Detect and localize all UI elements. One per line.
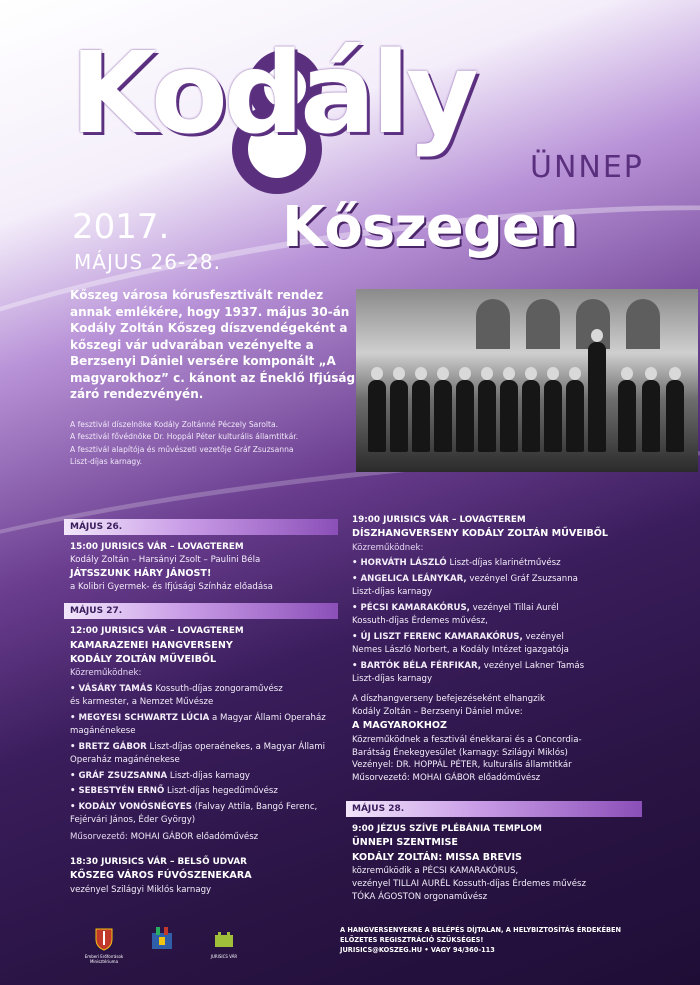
kodaly-logo — [70, 29, 590, 208]
performer-desc: Liszt-díjas karnagy — [352, 673, 433, 684]
event-title: KŐSZEG VÁROS FÚVÓSZENEKARA — [70, 870, 252, 882]
note-line: A fesztivál díszelnöke Kodály Zoltánné Péczely Sarolta. — [70, 420, 279, 429]
footer-line: A HANGVERSENYEKRE A BELÉPÉS DÍJTALAN, A HELYBIZTOSÍTÁS ÉRDEKÉBEN — [340, 926, 622, 934]
event-title: KODÁLY ZOLTÁN: MISSA BREVIS — [352, 851, 522, 863]
performer-desc: Liszt-díjas klarinétművész — [449, 558, 561, 569]
closing-line: Vezényel: DR. HOPPÁL PÉTER, kulturális államtitkár — [352, 760, 572, 771]
event-title: DÍSZHANGVERSENY KODÁLY ZOLTÁN MŰVEIBŐL — [352, 528, 609, 540]
performer-item — [70, 683, 338, 709]
event-authors: Kodály Zoltán – Harsányi Zsolt – Paulini Béla — [70, 555, 261, 566]
day-band: MÁJUS 26. — [64, 519, 338, 535]
performer-desc: magánénekese — [70, 725, 136, 736]
performer-name: • ÚJ LISZT FERENC KAMARAKÓRUS, — [352, 631, 523, 642]
performer-name: • BRETZ GÁBOR — [70, 741, 147, 752]
performer-item — [352, 631, 642, 657]
performer-item — [352, 557, 642, 570]
footer-contact[interactable]: JURISICS@KOSZEG.HU • VAGY 94/360-113 — [340, 946, 495, 955]
event-line: közreműködik a PÉCSI KAMARAKÓRUS, — [352, 866, 519, 877]
note-line: A fesztivál fővédnöke Dr. Hoppál Péter kulturális államtitkár. — [70, 432, 299, 442]
performer-desc: vezényel Tillai Aurél — [472, 603, 559, 614]
event-city: Kőszegen — [282, 195, 578, 260]
performer-item — [70, 770, 338, 783]
performer-desc: vezényel — [525, 631, 564, 642]
closing-line: A díszhangverseny befejezéseként elhangzik — [352, 694, 545, 705]
day-band: MÁJUS 28. — [346, 801, 642, 817]
closing-line: Közreműködnek a fesztivál énekkarai és a Concordia- — [352, 734, 582, 745]
coat-of-arms-icon — [92, 925, 116, 951]
host-line — [70, 831, 338, 844]
performer-name: • ANGELICA LEÁNYKAR, — [352, 574, 467, 585]
day-band: MÁJUS 27. — [64, 603, 338, 619]
festival-notes — [70, 419, 360, 468]
event-line: TÓKA ÁGOSTON orgonaművész — [352, 891, 488, 902]
host-name: MOHAI GÁBOR előadóművész — [130, 832, 259, 843]
program-right-column — [352, 514, 642, 904]
castle-logo-label: JURISICS VÁR — [210, 954, 238, 959]
performer-item — [70, 801, 338, 827]
city-logo — [138, 925, 186, 954]
performer-desc: Liszt-díjas operaénekes, a Magyar Állami — [149, 741, 326, 752]
event-time: 12:00 JURISICS VÁR – LOVAGTEREM — [70, 626, 244, 637]
event-time: 18:30 JURISICS VÁR – BELSŐ UDVAR — [70, 857, 247, 868]
event-title: KODÁLY ZOLTÁN MŰVEIBŐL — [70, 653, 217, 665]
performer-desc: és karmester, a Nemzet Művésze — [70, 697, 214, 708]
performer-name: • SEBESTYÉN ERNŐ — [70, 786, 165, 797]
performer-name: • PÉCSI KAMARAKÓRUS, — [352, 603, 470, 614]
performer-desc: Kossuth-díjas zongoraművész — [155, 684, 283, 695]
historic-choir-photo — [356, 289, 698, 472]
program-left-column — [70, 515, 338, 896]
contrib-label: Közreműködnek: — [70, 668, 142, 679]
closing-line: Műsorvezető: MOHAI GÁBOR előadóművész — [352, 773, 541, 784]
performer-name: • KODÁLY VONÓSNÉGYES — [70, 802, 192, 813]
closing-line: Barátság Énekegyesület (karnagy: Szilágyi Miklós) — [352, 747, 568, 758]
performer-name: • VÁSÁRY TAMÁS — [70, 684, 153, 695]
performer-desc: Liszt-díjas karnagy — [352, 587, 433, 598]
event-dates: MÁJUS 26-28. — [74, 250, 221, 274]
sponsor-logos — [80, 925, 260, 970]
performer-desc: Fejérvári János, Éder György) — [70, 815, 196, 826]
castle-icon — [212, 925, 236, 951]
note-line: Liszt-díjas karnagy. — [70, 456, 143, 466]
intro-text: Kőszeg városa kórusfesztivált rendez annak emlékére, hogy 1937. május 30-án Kodály Zoltán Kőszeg díszvendégeként a kőszegi vár udvarában vezényelte a Berzsenyi Dániel versére komponált „A magyarokhoz” c. kánont az Éneklő Ifjúság záró rendezvényén. — [70, 288, 356, 402]
performer-item — [352, 660, 642, 686]
event-subtitle: a Kolibri Gyermek- és Ifjúsági Színház előadása — [70, 582, 273, 593]
event-year: 2017. — [72, 207, 170, 247]
event-time: 19:00 JURISICS VÁR – LOVAGTEREM — [352, 515, 526, 525]
registration-footer — [340, 925, 630, 956]
event-title: KAMARAZENEI HANGVERSENY — [70, 639, 233, 651]
performer-desc: vezényel Lakner Tamás — [483, 660, 585, 671]
performer-desc: Liszt-díjas hegedűművész — [167, 786, 278, 797]
performer-desc: (Falvay Attila, Bangó Ferenc, — [194, 802, 318, 813]
host-label: Műsorvezető: — [70, 832, 128, 843]
ministry-logo — [80, 925, 128, 964]
unnep-label: ÜNNEP — [530, 150, 644, 185]
performer-name: • MEGYESI SCHWARTZ LÚCIA — [70, 713, 210, 723]
performer-desc: vezényel Gráf Zsuzsanna — [469, 574, 578, 585]
closing-line: Kodály Zoltán – Berzsenyi Dániel műve: — [352, 707, 523, 718]
event-title: ÜNNEPI SZENTMISE — [352, 837, 458, 849]
performer-item — [352, 602, 642, 628]
performer-item — [352, 573, 642, 599]
event-subtitle: vezényel Szilágyi Miklós karnagy — [70, 884, 212, 895]
logo-word: Kodály — [70, 29, 475, 159]
performer-desc: Kossuth-díjas Érdemes művész, — [352, 616, 488, 627]
performer-name: • BARTÓK BÉLA FÉRFIKAR, — [352, 660, 482, 671]
piece-title: A MAGYAROKHOZ — [352, 720, 447, 732]
performer-name: • HORVÁTH LÁSZLÓ — [352, 558, 447, 569]
event-title: JÁTSSZUNK HÁRY JÁNOST! — [70, 568, 212, 580]
event-time: 9:00 JÉZUS SZÍVE PLÉBÁNIA TEMPLOM — [352, 824, 542, 835]
performer-item — [70, 741, 338, 767]
contrib-label: Közreműködnek: — [352, 542, 424, 553]
performer-desc: Operaház magánénekese — [70, 754, 180, 765]
city-crest-icon — [150, 925, 174, 951]
ministry-logo-label: Emberi Erőforrások Minisztériuma — [84, 954, 124, 964]
performer-desc: a Magyar Állami Operaház — [212, 713, 326, 723]
note-line: A fesztivál alapítója és művészeti vezetője Gráf Zsuzsanna — [70, 444, 294, 454]
event-line: vezényel TILLAI AURÉL Kossuth-díjas Érdemes művész — [352, 879, 586, 890]
performer-item — [70, 712, 338, 738]
event-time: 15:00 JURISICS VÁR – LOVAGTEREM — [70, 542, 244, 552]
footer-line: ELŐZETES REGISZTRÁCIÓ SZÜKSÉGES! — [340, 936, 484, 945]
castle-logo — [200, 925, 248, 959]
performer-item — [70, 785, 338, 798]
performer-desc: Liszt-díjas karnagy — [169, 770, 250, 781]
performer-name: • GRÁF ZSUZSANNA — [70, 770, 168, 781]
performer-desc: Nemes László Norbert, a Kodály Intézet igazgatója — [352, 644, 569, 655]
